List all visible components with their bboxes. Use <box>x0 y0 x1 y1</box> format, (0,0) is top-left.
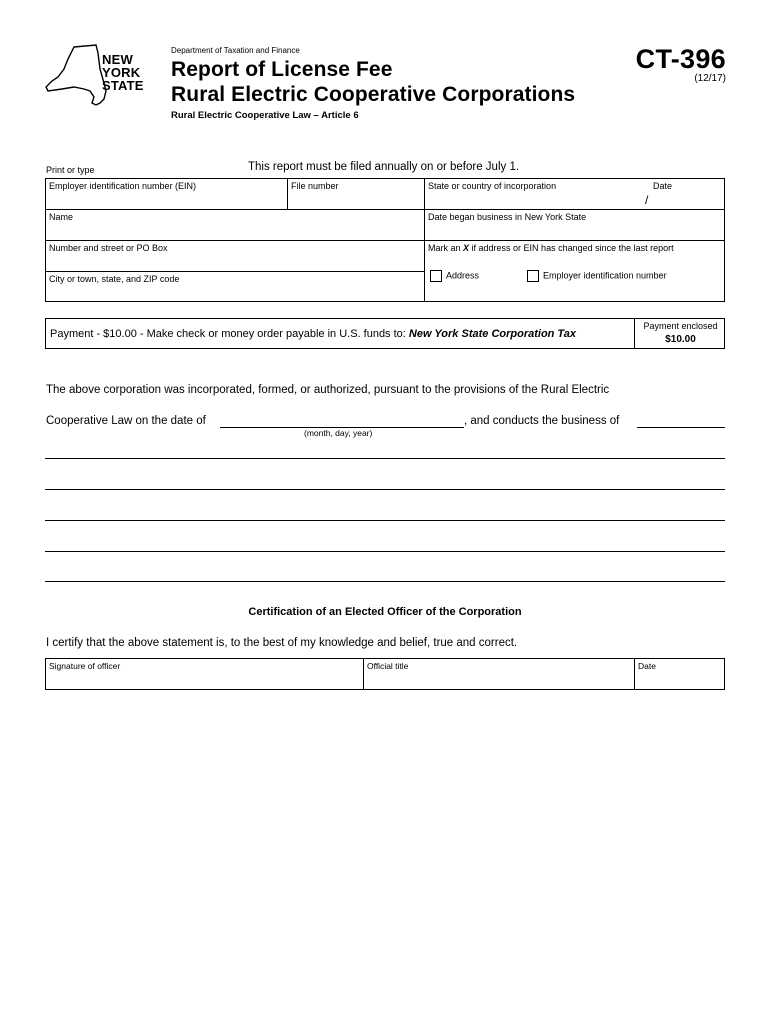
state-of-incorporation-field[interactable] <box>425 179 725 210</box>
file-number-label: File number <box>291 181 339 191</box>
logo-line-2: YORK <box>102 65 141 80</box>
business-line-1[interactable] <box>45 458 725 459</box>
logo-line-3: STATE <box>102 78 144 93</box>
city-label: City or town, state, and ZIP code <box>49 274 180 284</box>
date-format-hint: (month, day, year) <box>304 428 373 438</box>
statement-line-1: The above corporation was incorporated, formed, or authorized, pursuant to the provisions of the Rural Electric <box>46 384 610 396</box>
nys-logo <box>44 43 154 111</box>
business-line-3[interactable] <box>45 520 725 521</box>
signature-label: Signature of officer <box>49 661 121 671</box>
street-field[interactable] <box>46 241 425 272</box>
ein-label: Employer identification number (EIN) <box>49 181 197 191</box>
certification-statement: I certify that the above statement is, to the best of my knowledge and belief, true and correct. <box>46 637 518 649</box>
logo-line-1: NEW <box>102 52 133 67</box>
city-field[interactable] <box>46 272 425 301</box>
business-description-input[interactable] <box>637 427 725 428</box>
signature-field[interactable] <box>46 659 364 689</box>
business-line-5[interactable] <box>45 581 725 582</box>
incorporation-date-label: Date <box>653 181 673 191</box>
filing-deadline-note: This report must be filed annually on or before July 1. <box>248 161 520 173</box>
ein-checkbox-label: Employer identification number <box>543 270 667 281</box>
certification-heading: Certification of an Elected Officer of the Corporation <box>248 606 522 618</box>
payee-name: New York State Corporation Tax <box>408 328 576 340</box>
form-title-line-1: Report of License Fee <box>171 58 393 81</box>
payment-box <box>45 318 725 349</box>
print-or-type-label: Print or type <box>46 165 95 175</box>
payment-enclosed-field[interactable] <box>634 319 726 348</box>
form-revision: (12/17) <box>694 73 726 84</box>
address-checkbox-label: Address <box>446 270 480 281</box>
signature-date-label: Date <box>638 661 656 671</box>
change-instruction: Mark an X if address or EIN has changed since the last report <box>428 243 674 253</box>
department-name: Department of Taxation and Finance <box>171 46 300 55</box>
ein-field[interactable] <box>46 179 288 210</box>
official-title-label: Official title <box>367 661 409 671</box>
payment-enclosed-label: Payment enclosed <box>643 321 718 331</box>
payment-instruction: Payment - $10.00 - Make check or money order payable in U.S. funds to: New York State Corporation Tax <box>50 328 576 340</box>
statement-line-2-middle: , and conducts the business of <box>464 415 620 427</box>
business-line-4[interactable] <box>45 551 725 552</box>
form-title-line-2: Rural Electric Cooperative Corporations <box>171 83 576 106</box>
date-slash: / <box>645 193 649 207</box>
state-of-incorporation-label: State or country of incorporation <box>428 181 557 191</box>
logo-wordmark <box>102 53 144 92</box>
payment-enclosed-amount: $10.00 <box>665 334 696 345</box>
signature-date-field[interactable] <box>635 659 724 689</box>
name-field[interactable] <box>46 210 425 241</box>
change-indicator-box <box>425 241 725 301</box>
signature-box <box>45 658 725 690</box>
street-label: Number and street or PO Box <box>49 243 168 253</box>
address-changed-option[interactable] <box>430 270 479 282</box>
form-subtitle: Rural Electric Cooperative Law – Article 6 <box>171 110 359 121</box>
business-line-2[interactable] <box>45 489 725 490</box>
ein-changed-option[interactable] <box>527 270 667 282</box>
date-began-field[interactable] <box>425 210 725 241</box>
name-label: Name <box>49 212 74 222</box>
official-title-field[interactable] <box>364 659 635 689</box>
statement-line-2-prefix: Cooperative Law on the date of <box>46 415 206 427</box>
address-checkbox[interactable] <box>430 270 442 282</box>
form-number: CT-396 <box>635 44 726 74</box>
date-began-label: Date began business in New York State <box>428 212 587 222</box>
file-number-field[interactable] <box>288 179 425 210</box>
taxpayer-info-grid <box>45 178 725 302</box>
ein-checkbox[interactable] <box>527 270 539 282</box>
